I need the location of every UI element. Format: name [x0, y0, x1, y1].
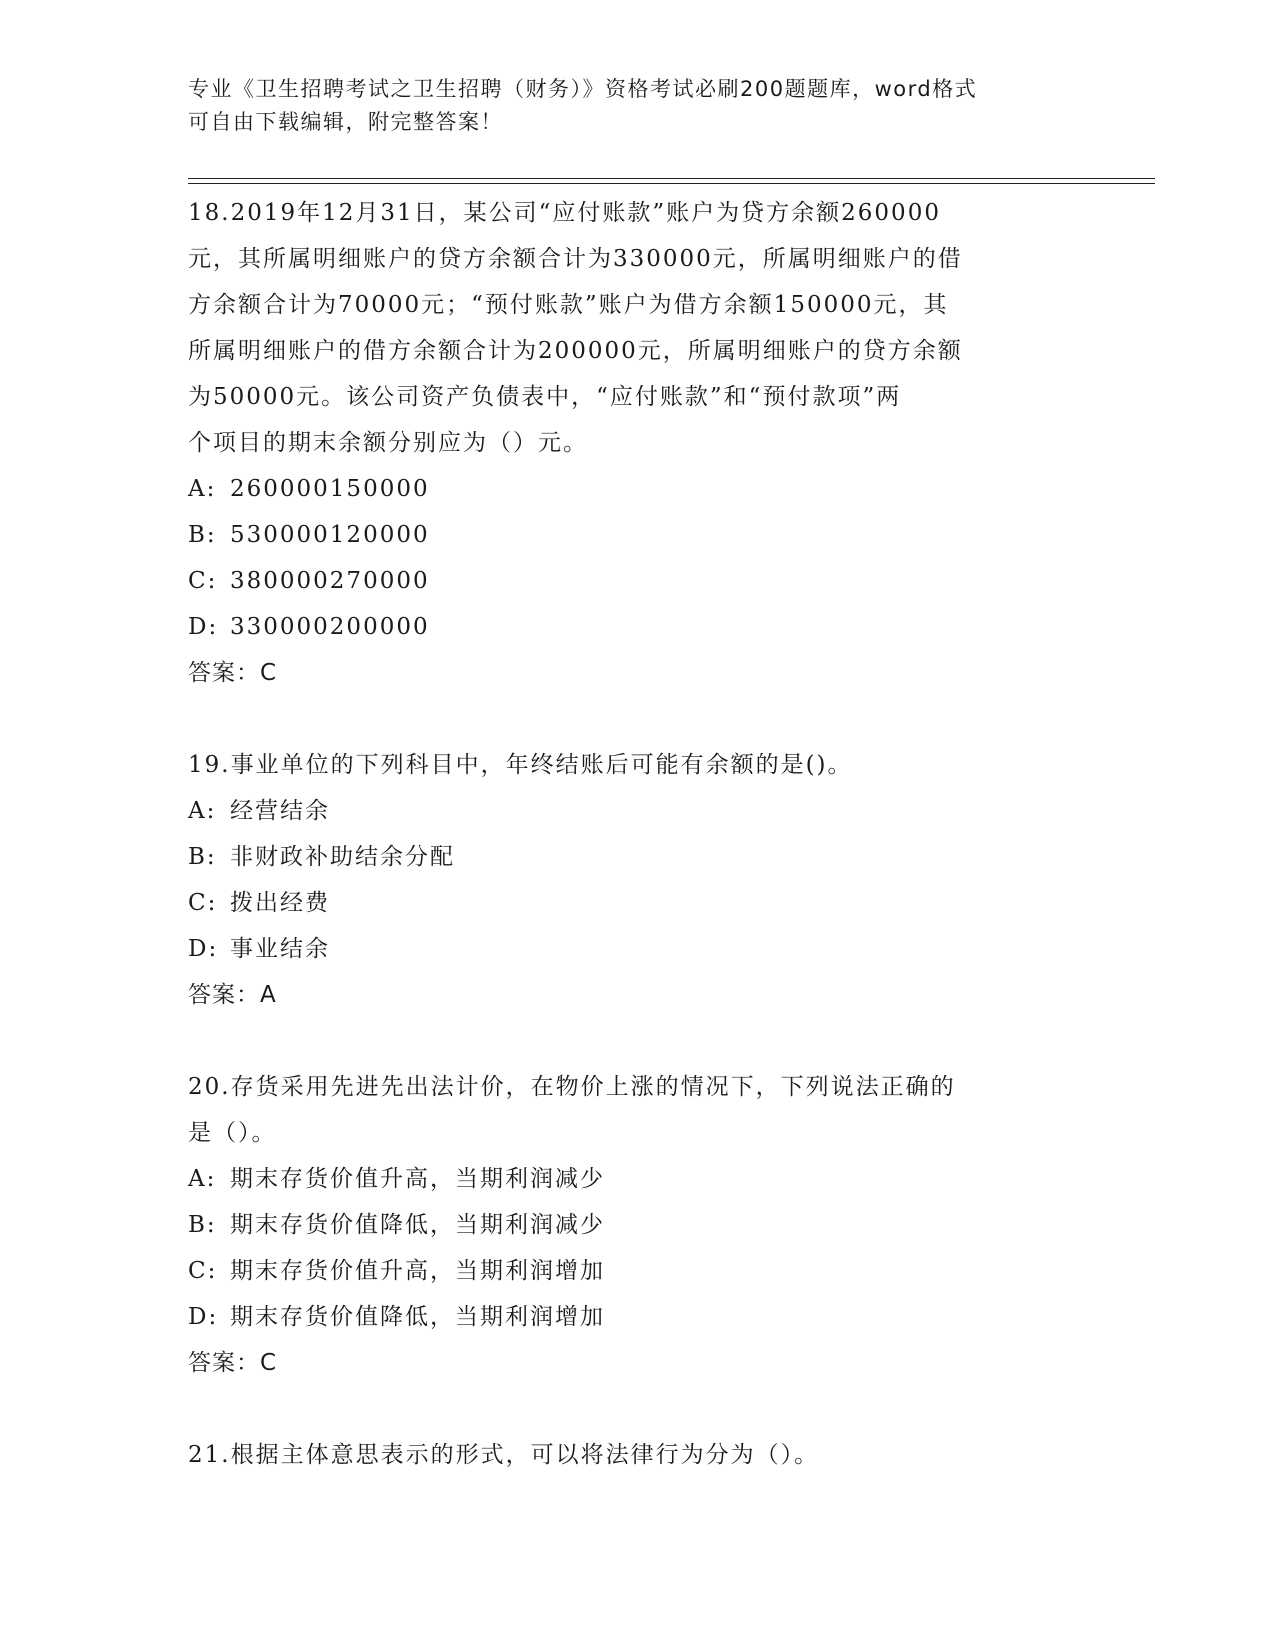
option-c [188, 1248, 1078, 1294]
option-key: A: [188, 476, 217, 502]
option-text: 事业结余 [230, 936, 330, 962]
option-c [188, 880, 1078, 926]
option-key: C: [188, 568, 218, 594]
answer-line: 答案：A [188, 982, 277, 1008]
option-key: C: [188, 1258, 218, 1284]
stem-line: 所属明细账户的借方余额合计为200000元，所属明细账户的贷方余额 [188, 338, 963, 364]
option-text: 拨出经费 [230, 890, 330, 916]
option-key: A: [188, 798, 217, 824]
option-key: D: [188, 614, 219, 640]
stem-line: 19.事业单位的下列科目中，年终结账后可能有余额的是()。 [188, 752, 853, 778]
option-b [188, 834, 1078, 880]
option-key: C: [188, 890, 218, 916]
question-list [188, 190, 1078, 1524]
option-text: 330000200000 [230, 614, 430, 640]
answer-line: 答案：C [188, 1350, 278, 1376]
option-b [188, 512, 1078, 558]
stem-line: 方余额合计为70000元；“预付账款”账户为借方余额150000元，其 [188, 292, 949, 318]
header-divider-bottom [188, 183, 1155, 184]
question-stem [188, 1432, 1078, 1478]
option-d [188, 604, 1078, 650]
option-text: 380000270000 [230, 568, 430, 594]
stem-line: 20.存货采用先进先出法计价，在物价上涨的情况下，下列说法正确的 [188, 1074, 956, 1100]
option-text: 期末存货价值降低，当期利润减少 [230, 1212, 605, 1238]
option-key: D: [188, 1304, 219, 1330]
option-key: A: [188, 1166, 217, 1192]
question-stem [188, 190, 1078, 466]
question-stem [188, 1064, 1078, 1156]
option-key: B: [188, 844, 217, 870]
option-c [188, 558, 1078, 604]
option-text: 530000120000 [230, 522, 430, 548]
option-key: B: [188, 1212, 217, 1238]
stem-line: 18.2019年12月31日，某公司“应付账款”账户为贷方余额260000 [188, 200, 941, 226]
document-header [188, 73, 1068, 139]
stem-line: 21.根据主体意思表示的形式，可以将法律行为分为（）。 [188, 1442, 820, 1468]
question-19 [188, 742, 1078, 1018]
option-text: 期末存货价值升高，当期利润减少 [230, 1166, 605, 1192]
option-text: 期末存货价值降低，当期利润增加 [230, 1304, 605, 1330]
stem-line: 是（）。 [188, 1120, 277, 1146]
option-a [188, 788, 1078, 834]
question-stem [188, 742, 1078, 788]
option-a [188, 1156, 1078, 1202]
option-d [188, 926, 1078, 972]
stem-line: 个项目的期末余额分别应为（）元。 [188, 430, 588, 456]
option-b [188, 1202, 1078, 1248]
header-line-2: 可自由下载编辑，附完整答案！ [188, 110, 503, 134]
header-line-1: 专业《卫生招聘考试之卫生招聘（财务）》资格考试必刷200题题库，word格式 [188, 77, 978, 101]
option-d [188, 1294, 1078, 1340]
answer-line: 答案：C [188, 660, 278, 686]
question-20 [188, 1064, 1078, 1386]
option-text: 260000150000 [230, 476, 430, 502]
header-divider-top [188, 178, 1155, 179]
option-key: D: [188, 936, 219, 962]
option-key: B: [188, 522, 217, 548]
option-text: 经营结余 [230, 798, 330, 824]
option-text: 期末存货价值升高，当期利润增加 [230, 1258, 605, 1284]
stem-line: 为50000元。该公司资产负债表中，“应付账款”和“预付款项”两 [188, 384, 902, 410]
stem-line: 元，其所属明细账户的贷方余额合计为330000元，所属明细账户的借 [188, 246, 963, 272]
option-text: 非财政补助结余分配 [230, 844, 455, 870]
option-a [188, 466, 1078, 512]
question-21 [188, 1432, 1078, 1478]
question-18 [188, 190, 1078, 696]
